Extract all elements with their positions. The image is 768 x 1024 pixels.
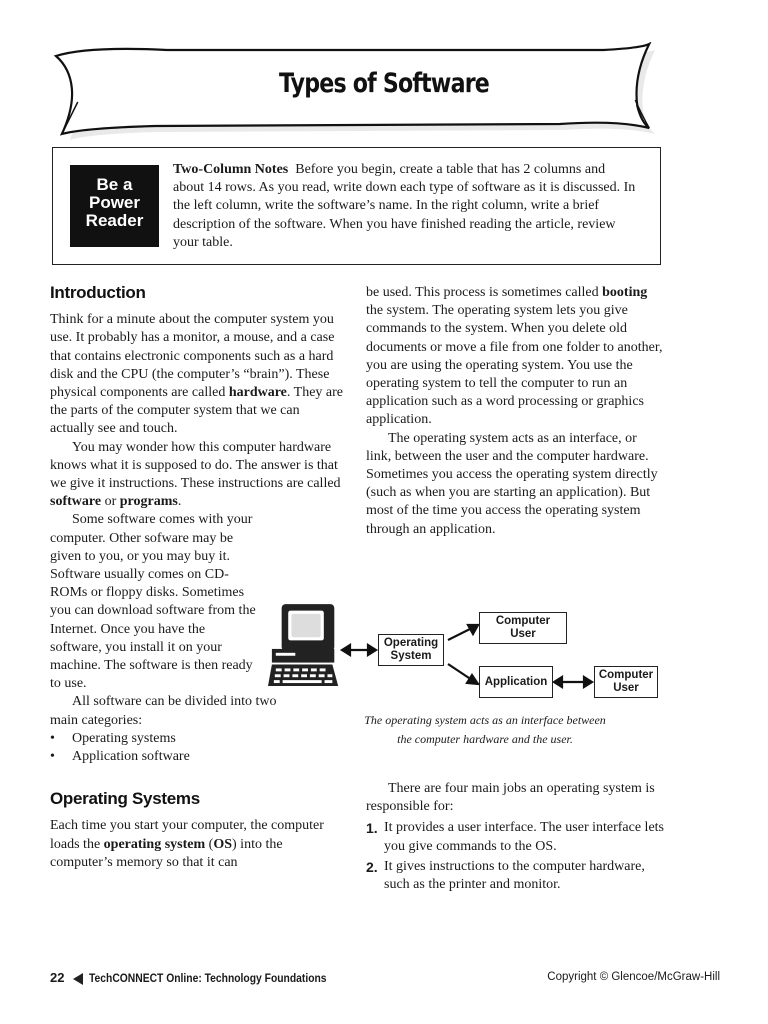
interface-paragraph: The operating system acts as an interface, or link, between the user and the computer hardware. Sometimes you access the operating system directly (such as when you are starting an application). But most of the time you access the operating system through an application. <box>366 430 658 537</box>
box-line: User <box>613 682 639 694</box>
box-line: Application <box>484 675 548 688</box>
box-line: Computer <box>495 615 551 627</box>
computer-user-box-top <box>479 612 567 644</box>
right-column-lower <box>366 780 664 894</box>
right-column <box>366 284 664 539</box>
category-list <box>50 730 344 766</box>
left-column <box>50 284 344 872</box>
box-line: System <box>390 650 432 662</box>
box-line: User <box>510 628 536 640</box>
numbered-item <box>366 819 664 855</box>
booting-paragraph <box>366 284 664 430</box>
term-operating-system: operating system <box>103 836 206 852</box>
computer-user-box-right <box>594 666 658 698</box>
intro-paragraph: Some software comes with your computer. Other sofware may be given to you, or you may buy it. Software usually comes on CD-ROMs or floppy disks. Sometimes you can download software from the Internet. Once you have the software, you install it on your machine. The software is then ready to use. <box>50 512 256 692</box>
caption-line: the computer hardware and the user. <box>397 732 573 746</box>
page-number: 22 <box>50 970 65 985</box>
box-line: Operating <box>383 637 439 649</box>
text-run: ) into the computer’s memory so that it can <box>50 836 283 870</box>
item-number: 1. <box>366 820 378 837</box>
page-footer <box>50 970 720 990</box>
application-box <box>479 666 553 698</box>
intro-paragraph <box>50 439 344 512</box>
text-run: You may wonder how this computer hardware knows what it is supposed to do. The answer is that we give it instructions. These instructions are called <box>50 439 341 492</box>
term-booting: booting <box>602 285 648 300</box>
item-text: It gives instructions to the computer hardware, such as the printer and monitor. <box>384 858 645 893</box>
page-title: Types of Software <box>279 68 489 99</box>
term-os: OS <box>213 836 233 852</box>
reader-instructions: Before you begin, create a table that has 2 columns and about 14 rows. As you read, write down each type of software as it is discussed. In the left column, write the software’s name. In the right column, write a brief description of the software. When you have finished reading the article, review your table. <box>173 162 636 250</box>
series-title: TechCONNECT Online: Technology Foundations <box>89 971 327 985</box>
badge-line: Be a <box>96 175 133 194</box>
term-programs: programs <box>119 494 178 510</box>
badge-line: Power <box>88 193 141 212</box>
copyright: Copyright © Glencoe/McGraw-Hill <box>547 971 720 983</box>
numbered-item <box>366 858 664 894</box>
term-software: software <box>50 494 102 510</box>
operating-systems-heading: Operating Systems <box>50 789 200 809</box>
power-reader-text <box>173 161 638 252</box>
diagram-caption <box>340 711 630 749</box>
badge-line: Reader <box>85 211 144 230</box>
jobs-intro-paragraph: There are four main jobs an operating system is responsible for: <box>366 781 655 815</box>
reader-heading: Two-Column Notes <box>173 162 289 177</box>
power-reader-badge <box>70 165 159 247</box>
os-paragraph <box>50 817 344 872</box>
power-reader-box <box>52 147 661 265</box>
triangle-left-icon <box>73 973 83 985</box>
text-run: or <box>104 494 117 510</box>
item-text: It provides a user interface. The user interface lets you give commands to the OS. <box>384 820 664 854</box>
text-run: Each time you start your computer, the computer loads the <box>50 818 324 852</box>
caption-line: The operating system acts as an interface between <box>364 713 606 727</box>
operating-system-box <box>378 634 444 666</box>
introduction-heading: Introduction <box>50 283 146 302</box>
text-run: . <box>177 494 182 510</box>
intro-paragraph: All software can be divided into two main categories: <box>50 694 277 728</box>
list-item: • Application software <box>50 748 344 766</box>
item-number: 2. <box>366 858 378 875</box>
text-run: be used. This process is sometimes called <box>366 285 599 300</box>
box-line: Computer <box>598 669 654 681</box>
term-hardware: hardware <box>228 385 287 401</box>
text-run: Think for a minute about the computer system you use. It probably has a monitor, a mouse, and a case that contains electronic components such as a hard disk and the CPU (the computer’s “brain”). These physical components are called <box>50 312 335 401</box>
list-item: • Operating systems <box>50 730 344 748</box>
intro-paragraph <box>50 311 344 438</box>
os-interface-diagram <box>268 600 668 710</box>
text-run: . They are the parts of the computer system that we can actually see and touch. <box>50 385 344 437</box>
text-run: the system. The operating system lets you give commands to the system. When you delete old documents or move a file from one folder to another, you are using the operating system. You use the operating system to tell the computer to run an application such as a word processing or graphics application. <box>366 303 663 428</box>
text-run: ( <box>208 836 214 852</box>
